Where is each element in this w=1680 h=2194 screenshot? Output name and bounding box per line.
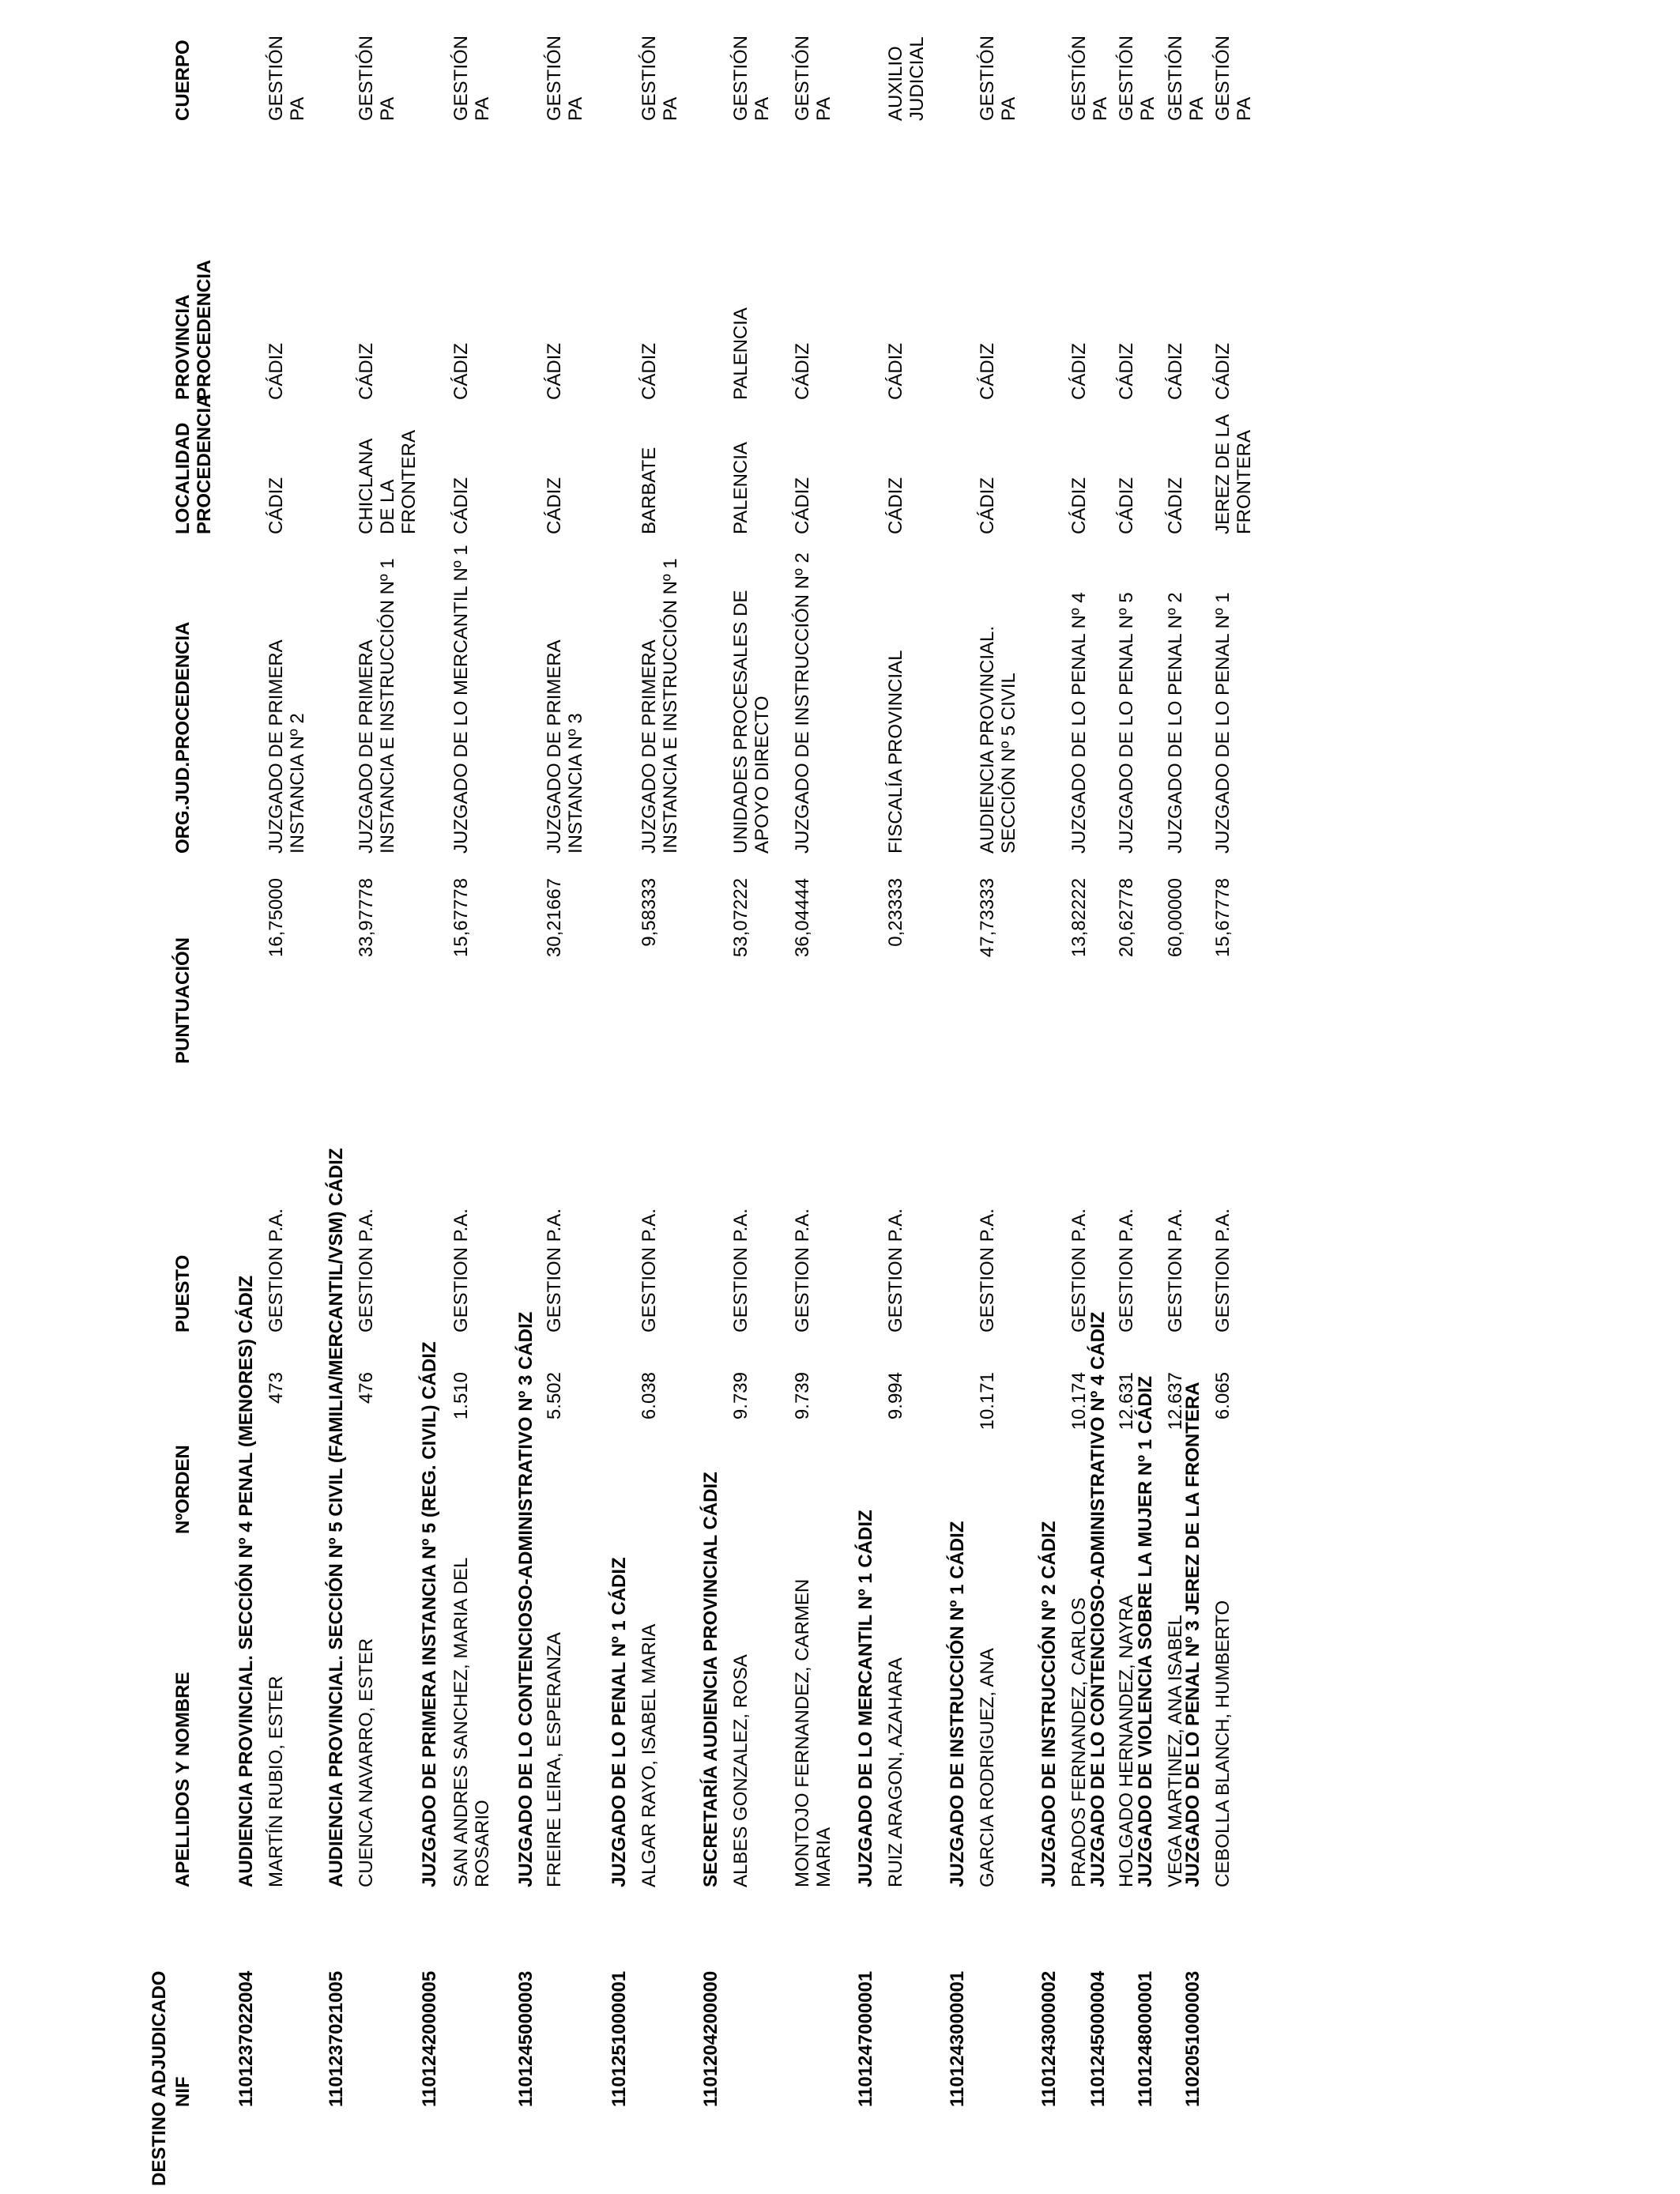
row-puesto: GESTION P.A. [1165, 1208, 1186, 1333]
row-puesto: GESTION P.A. [885, 1208, 906, 1333]
row-numero-orden: 9.739 [792, 1372, 813, 1420]
row-puesto: GESTION P.A. [730, 1208, 751, 1333]
row-localidad-procedencia: BARBATE [638, 447, 660, 534]
header-nif: NIF [172, 2076, 194, 2107]
row-localidad-procedencia: CÁDIZ [450, 477, 472, 534]
group-nif: 1101245000003 [515, 1970, 537, 2107]
row-numero-orden: 6.038 [638, 1372, 660, 1420]
group-destino-title: JUZGADO DE LO PENAL Nº 3 JEREZ DE LA FRONTERA [1182, 1382, 1203, 1887]
group-nif: 1101237021005 [326, 1970, 347, 2107]
header-cuerpo: CUERPO [172, 40, 194, 121]
row-localidad-procedencia: CÁDIZ [1068, 477, 1090, 534]
group-nif: 110123702200​4 [235, 1970, 257, 2107]
row-cuerpo: AUXILIO JUDICIAL [885, 36, 928, 121]
row-cuerpo: GESTIÓN PA [977, 35, 1019, 121]
row-numero-orden: 10.171 [977, 1372, 998, 1431]
group-destino-title: JUZGADO DE PRIMERA INSTANCIA Nº 5 (REG. CIVIL) CÁDIZ [419, 1341, 440, 1887]
row-apellidos-nombre: FREIRE LEIRA, ESPERANZA [544, 1632, 565, 1887]
row-localidad-procedencia: CÁDIZ [885, 477, 906, 534]
group-destino-title: JUZGADO DE LO MERCANTIL Nº 1 CÁDIZ [855, 1510, 876, 1887]
group-destino-title: JUZGADO DE VIOLENCIA SOBRE LA MUJER Nº 1 CÁDIZ [1135, 1375, 1156, 1887]
row-apellidos-nombre: SAN ANDRES SANCHEZ, MARIA DEL ROSARIO [450, 1558, 493, 1887]
row-provincia-procedencia: CÁDIZ [638, 343, 660, 400]
row-localidad-procedencia: CHICLANA DE LA FRONTERA [356, 430, 420, 534]
row-numero-orden: 9.994 [885, 1372, 906, 1420]
row-localidad-procedencia: CÁDIZ [1116, 477, 1137, 534]
row-puntuacion: 15,67778 [450, 878, 472, 958]
row-numero-orden: 1.510 [450, 1372, 472, 1420]
row-cuerpo: GESTIÓN PA [450, 35, 493, 121]
row-puesto: GESTION P.A. [450, 1208, 472, 1333]
group-nif: 1101242000005 [419, 1970, 440, 2107]
row-provincia-procedencia: CÁDIZ [1165, 343, 1186, 400]
row-puesto: GESTION P.A. [1068, 1208, 1090, 1333]
row-cuerpo: GESTIÓN PA [1212, 35, 1255, 121]
row-apellidos-nombre: VEGA MARTINEZ, ANA ISABEL [1165, 1614, 1186, 1887]
row-provincia-procedencia: CÁDIZ [1116, 343, 1137, 400]
row-org-jud-procedencia: FISCALÍA PROVINCIAL [885, 650, 906, 854]
group-destino-title: JUZGADO DE INSTRUCCIÓN Nº 1 CÁDIZ [947, 1521, 968, 1887]
row-org-jud-procedencia: JUZGADO DE LO PENAL Nº 5 [1116, 592, 1137, 854]
row-puntuacion: 16,75000 [266, 878, 287, 958]
group-nif: 1101204200000 [700, 1970, 721, 2107]
row-apellidos-nombre: CEBOLLA BLANCH, HUMBERTO [1212, 1600, 1234, 1887]
row-numero-orden: 476 [356, 1372, 377, 1404]
row-org-jud-procedencia: JUZGADO DE PRIMERA INSTANCIA Nº 2 [266, 640, 308, 854]
row-cuerpo: GESTIÓN PA [356, 35, 398, 121]
row-org-jud-procedencia: JUZGADO DE LO PENAL Nº 4 [1068, 592, 1090, 854]
header-provincia-procedencia: PROVINCIA PROCEDENCIA [172, 259, 215, 400]
row-provincia-procedencia: CÁDIZ [1212, 343, 1234, 400]
row-org-jud-procedencia: UNIDADES PROCESALES DE APOYO DIRECTO [730, 590, 773, 854]
row-apellidos-nombre: ALBES GONZALEZ, ROSA [730, 1654, 751, 1887]
row-provincia-procedencia: CÁDIZ [356, 343, 377, 400]
row-numero-orden: 6.065 [1212, 1372, 1234, 1420]
row-provincia-procedencia: CÁDIZ [450, 343, 472, 400]
row-org-jud-procedencia: JUZGADO DE INSTRUCCIÓN Nº 2 [792, 552, 813, 854]
row-puesto: GESTION P.A. [638, 1208, 660, 1333]
row-org-jud-procedencia: JUZGADO DE PRIMERA INSTANCIA Nº 3 [544, 640, 586, 854]
row-provincia-procedencia: CÁDIZ [885, 343, 906, 400]
row-apellidos-nombre: RUIZ ARAGON, AZAHARA [885, 1657, 906, 1887]
group-destino-title: AUDIENCIA PROVINCIAL. SECCIÓN Nº 4 PENAL (MENORES) CÁDIZ [235, 1275, 257, 1887]
row-puntuacion: 53,07222 [730, 878, 751, 958]
header-puesto: PUESTO [172, 1254, 194, 1333]
row-numero-orden: 5.502 [544, 1372, 565, 1420]
row-puntuacion: 33,97778 [356, 878, 377, 958]
row-apellidos-nombre: MONTOJO FERNANDEZ, CARMEN MARIA [792, 1578, 834, 1887]
row-cuerpo: GESTIÓN PA [544, 35, 586, 121]
row-cuerpo: GESTIÓN PA [730, 35, 773, 121]
row-puntuacion: 13,82222 [1068, 878, 1090, 958]
row-puesto: GESTION P.A. [792, 1208, 813, 1333]
row-org-jud-procedencia: JUZGADO DE LO MERCANTIL Nº 1 [450, 545, 472, 854]
row-puesto: GESTION P.A. [356, 1208, 377, 1333]
row-org-jud-procedencia: JUZGADO DE PRIMERA INSTANCIA E INSTRUCCIÓN Nº 1 [638, 558, 681, 854]
row-localidad-procedencia: CÁDIZ [266, 477, 287, 534]
row-provincia-procedencia: CÁDIZ [266, 343, 287, 400]
row-apellidos-nombre: GARCIA RODRIGUEZ, ANA [977, 1648, 998, 1887]
row-localidad-procedencia: CÁDIZ [977, 477, 998, 534]
row-org-jud-procedencia: JUZGADO DE LO PENAL Nº 1 [1212, 592, 1234, 854]
header-numero-orden: NºORDEN [172, 1445, 194, 1534]
group-destino-title: JUZGADO DE LO CONTENCIOSO-ADMINISTRATIVO Nº 3 CÁDIZ [515, 1311, 537, 1887]
group-destino-title: SECRETARÍA AUDIENCIA PROVINCIAL CÁDIZ [700, 1472, 721, 1887]
row-org-jud-procedencia: JUZGADO DE PRIMERA INSTANCIA E INSTRUCCIÓN Nº 1 [356, 558, 398, 854]
group-destino-title: JUZGADO DE INSTRUCCIÓN Nº 2 CÁDIZ [1038, 1521, 1060, 1887]
group-nif: 1101247000001 [855, 1970, 876, 2107]
row-puntuacion: 15,67778 [1212, 878, 1234, 958]
row-provincia-procedencia: PALENCIA [730, 307, 751, 400]
row-cuerpo: GESTIÓN PA [1116, 35, 1158, 121]
document-title: DESTINO ADJUDICADO [149, 1970, 170, 2186]
row-localidad-procedencia: CÁDIZ [1165, 477, 1186, 534]
row-apellidos-nombre: PRADOS FERNANDEZ, CARLOS [1068, 1597, 1090, 1887]
row-puesto: GESTION P.A. [1116, 1208, 1137, 1333]
group-nif: 1101243000002 [1038, 1970, 1060, 2107]
row-cuerpo: GESTIÓN PA [638, 35, 681, 121]
row-cuerpo: GESTIÓN PA [792, 35, 834, 121]
row-provincia-procedencia: CÁDIZ [1068, 343, 1090, 400]
group-nif: 1101245000004 [1087, 1970, 1109, 2107]
group-destino-title: JUZGADO DE LO CONTENCIOSO-ADMINISTRATIVO Nº 4 CÁDIZ [1087, 1311, 1109, 1887]
row-puntuacion: 20,62778 [1116, 878, 1137, 958]
group-destino-title: AUDIENCIA PROVINCIAL. SECCIÓN Nº 5 CIVIL (FAMILIA/MERCANTIL/VSM) CÁDIZ [326, 1148, 347, 1887]
row-cuerpo: GESTIÓN PA [266, 35, 308, 121]
row-puesto: GESTION P.A. [977, 1208, 998, 1333]
row-org-jud-procedencia: JUZGADO DE LO PENAL Nº 2 [1165, 592, 1186, 854]
row-puntuacion: 30,21667 [544, 878, 565, 958]
group-nif: 1101251000001 [608, 1970, 630, 2107]
row-provincia-procedencia: CÁDIZ [544, 343, 565, 400]
group-destino-title: JUZGADO DE LO PENAL Nº 1 CÁDIZ [608, 1557, 630, 1887]
row-apellidos-nombre: ALGAR RAYO, ISABEL MARIA [638, 1623, 660, 1887]
row-localidad-procedencia: CÁDIZ [544, 477, 565, 534]
row-puntuacion: 60,00000 [1165, 878, 1186, 958]
row-provincia-procedencia: CÁDIZ [977, 343, 998, 400]
row-puntuacion: 0,23333 [885, 878, 906, 947]
row-puesto: GESTION P.A. [266, 1208, 287, 1333]
row-puntuacion: 36,04444 [792, 878, 813, 958]
row-numero-orden: 473 [266, 1372, 287, 1404]
header-apellidos-nombre: APELLIDOS Y NOMBRE [172, 1672, 194, 1887]
header-puntuacion: PUNTUACIÓN [172, 937, 194, 1064]
group-nif: 1102051000003 [1182, 1970, 1203, 2107]
row-provincia-procedencia: CÁDIZ [792, 343, 813, 400]
row-localidad-procedencia: PALENCIA [730, 442, 751, 534]
row-numero-orden: 12.637 [1165, 1372, 1186, 1431]
row-puesto: GESTION P.A. [1212, 1208, 1234, 1333]
group-nif: 1101248000001 [1135, 1970, 1156, 2107]
row-numero-orden: 10.174 [1068, 1372, 1090, 1431]
row-apellidos-nombre: CUENCA NAVARRO, ESTER [356, 1638, 377, 1887]
row-localidad-procedencia: JEREZ DE LA FRONTERA [1212, 415, 1255, 534]
row-puntuacion: 9,58333 [638, 878, 660, 947]
row-apellidos-nombre: MARTÍN RUBIO, ESTER [266, 1676, 287, 1887]
row-org-jud-procedencia: AUDIENCIA PROVINCIAL. SECCIÓN Nº 5 CIVIL [977, 625, 1019, 854]
row-numero-orden: 9.739 [730, 1372, 751, 1420]
row-puesto: GESTION P.A. [544, 1208, 565, 1333]
row-apellidos-nombre: HOLGADO HERNANDEZ, NAYRA [1116, 1594, 1137, 1887]
row-cuerpo: GESTIÓN PA [1068, 35, 1111, 121]
header-localidad-procedencia: LOCALIDAD PROCEDENCIA [172, 394, 215, 534]
row-numero-orden: 12.631 [1116, 1372, 1137, 1431]
row-localidad-procedencia: CÁDIZ [792, 477, 813, 534]
row-cuerpo: GESTIÓN PA [1165, 35, 1207, 121]
header-org-jud-procedencia: ORG.JUD.PROCEDENCIA [172, 621, 194, 854]
group-nif: 1101243000001 [947, 1970, 968, 2107]
row-puntuacion: 47,73333 [977, 878, 998, 958]
